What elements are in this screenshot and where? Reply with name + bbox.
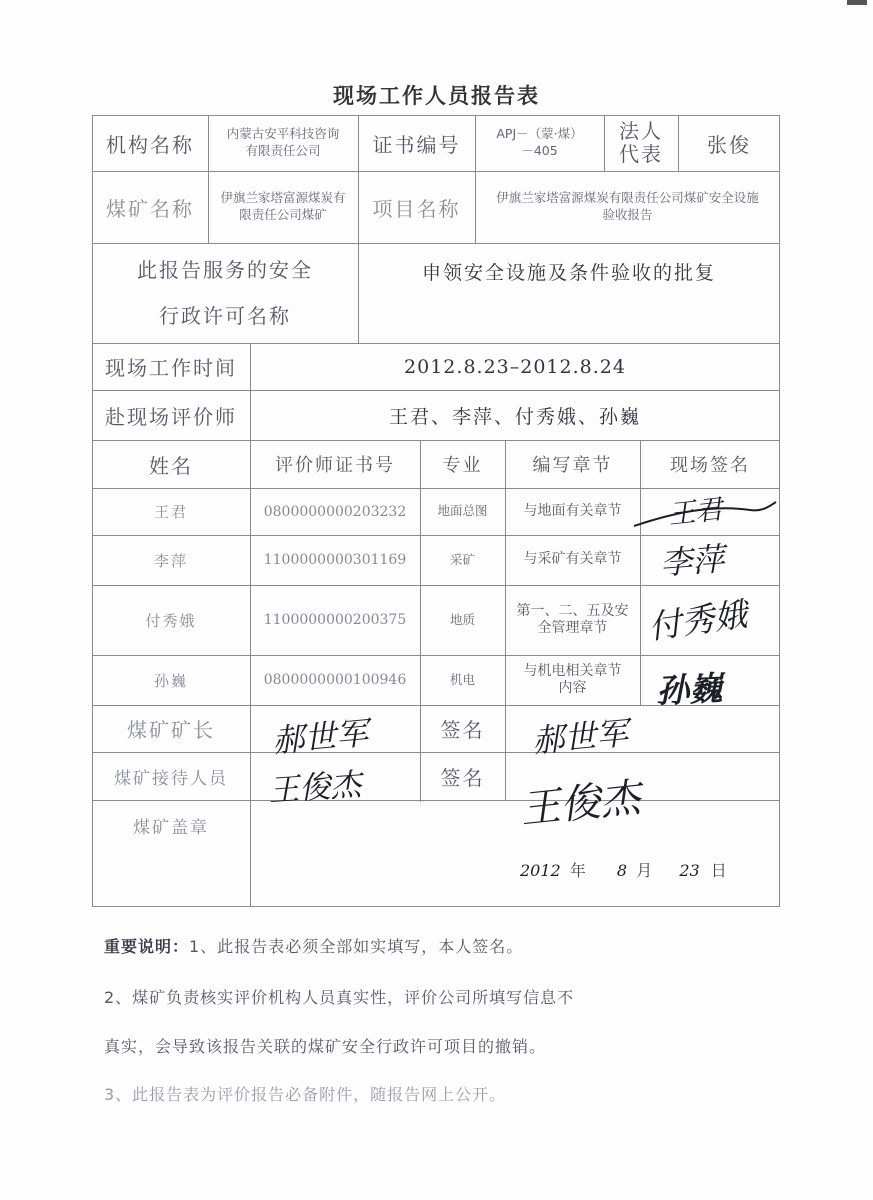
- legal-rep-label: 法人代表: [619, 119, 663, 166]
- note-2b: 真实，会导致该报告关联的煤矿安全行政许可项目的撤销。: [104, 1037, 547, 1056]
- evaluator-chapter: 与采矿有关章节: [523, 551, 622, 568]
- signature-stroke: [630, 494, 780, 534]
- date-day: 23: [679, 861, 700, 880]
- mine-manager-sign-label: 签名: [440, 718, 485, 742]
- org-name-label: 机构名称: [106, 132, 194, 157]
- header-chapter: 编写章节: [532, 455, 613, 476]
- evaluator-major: 机电: [449, 671, 475, 687]
- mine-receiver-sign-label: 签名: [440, 765, 485, 790]
- evaluator-major: 地质: [449, 611, 475, 627]
- note-1: 1、此报告表必须全部如实填写，本人签名。: [189, 937, 524, 956]
- header-name: 姓名: [149, 453, 193, 478]
- mine-receiver-label: 煤矿接待人员: [114, 768, 228, 789]
- evaluator-name: 王君: [153, 503, 188, 521]
- evaluator-name: 孙巍: [153, 671, 188, 690]
- cert-no-label: 证书编号: [372, 132, 461, 157]
- project-name-value: 伊旗兰家塔富源煤炭有限责任公司煤矿安全设施验收报告: [496, 190, 759, 222]
- date-year-unit: 年: [569, 861, 586, 880]
- evaluators-label: 赴现场评价师: [105, 404, 237, 429]
- mine-receiver-signature: 王俊杰: [518, 774, 643, 834]
- mine-manager-signature: 郝世军: [270, 713, 370, 761]
- header-signature: 现场签名: [670, 455, 750, 476]
- work-time-value: 2012.8.23–2012.8.24: [404, 355, 626, 378]
- date-day-unit: 日: [710, 861, 727, 880]
- evaluator-cert: 0800000000203232: [263, 503, 407, 520]
- evaluator-major: 地面总图: [437, 503, 488, 519]
- project-name-label: 项目名称: [372, 196, 461, 221]
- mine-receiver-signature: 王俊杰: [267, 766, 363, 810]
- date-month: 8: [616, 861, 628, 880]
- signature: 李萍: [658, 539, 726, 583]
- evaluator-name: 付秀娥: [145, 611, 197, 630]
- permit-name-value: 申领安全设施及条件验收的批复: [421, 261, 716, 284]
- mine-name-value: 伊旗兰家塔富源煤炭有限责任公司煤矿: [220, 190, 346, 222]
- evaluators-value: 王君、李萍、付秀娥、孙巍: [388, 405, 641, 428]
- header-major: 专业: [442, 455, 483, 476]
- evaluator-cert: 0800000000100946: [263, 672, 407, 688]
- mine-name-label: 煤矿名称: [106, 196, 194, 221]
- col-divider: [505, 705, 506, 800]
- note-3: 3、此报告表为评价报告必备附件，随报告网上公开。: [104, 1085, 507, 1104]
- evaluator-chapter: 第一、二、五及安全管理章节: [516, 602, 629, 636]
- permit-label-line-1: 此报告服务的安全: [137, 258, 313, 282]
- evaluator-chapter: 与机电相关章节内容: [523, 662, 622, 696]
- evaluator-name: 李萍: [153, 551, 188, 570]
- mine-manager-signature: 郝世军: [530, 713, 630, 761]
- signature-stroke-path: [634, 502, 776, 526]
- permit-label: [92, 243, 358, 343]
- evaluator-cert: 1100000000301169: [263, 552, 407, 568]
- mine-seal-label: 煤矿盖章: [133, 817, 209, 838]
- corner-mark: [847, 0, 867, 5]
- date-month-unit: 月: [636, 861, 653, 880]
- page-title: 现场工作人员报告表: [333, 84, 540, 108]
- signature: 付秀娥: [646, 594, 750, 647]
- note-line-1: [104, 934, 523, 957]
- legal-rep-value: 张俊: [707, 132, 751, 157]
- cert-no-value: APJ－（蒙·煤）－405: [496, 126, 583, 158]
- evaluator-chapter: 与地面有关章节: [523, 502, 622, 519]
- signature: 王君: [666, 494, 724, 531]
- evaluator-major: 采矿: [449, 551, 475, 567]
- evaluator-cert: 1100000000200375: [263, 612, 407, 628]
- org-name-value: 内蒙古安平科技咨询有限责任公司: [226, 126, 340, 158]
- signature: 孙巍: [655, 668, 724, 711]
- seal-date: [520, 858, 727, 881]
- notes-lead: 重要说明：: [104, 937, 190, 956]
- col-divider: [250, 705, 251, 907]
- work-time-label: 现场工作时间: [105, 356, 237, 380]
- permit-label-line-2: 行政许可名称: [159, 304, 291, 328]
- date-year: 2012: [520, 861, 561, 880]
- note-2a: 2、煤矿负责核实评价机构人员真实性，评价公司所填写信息不: [104, 988, 575, 1007]
- mine-manager-label: 煤矿矿长: [127, 718, 215, 742]
- header-cert: 评价师证书号: [275, 455, 395, 476]
